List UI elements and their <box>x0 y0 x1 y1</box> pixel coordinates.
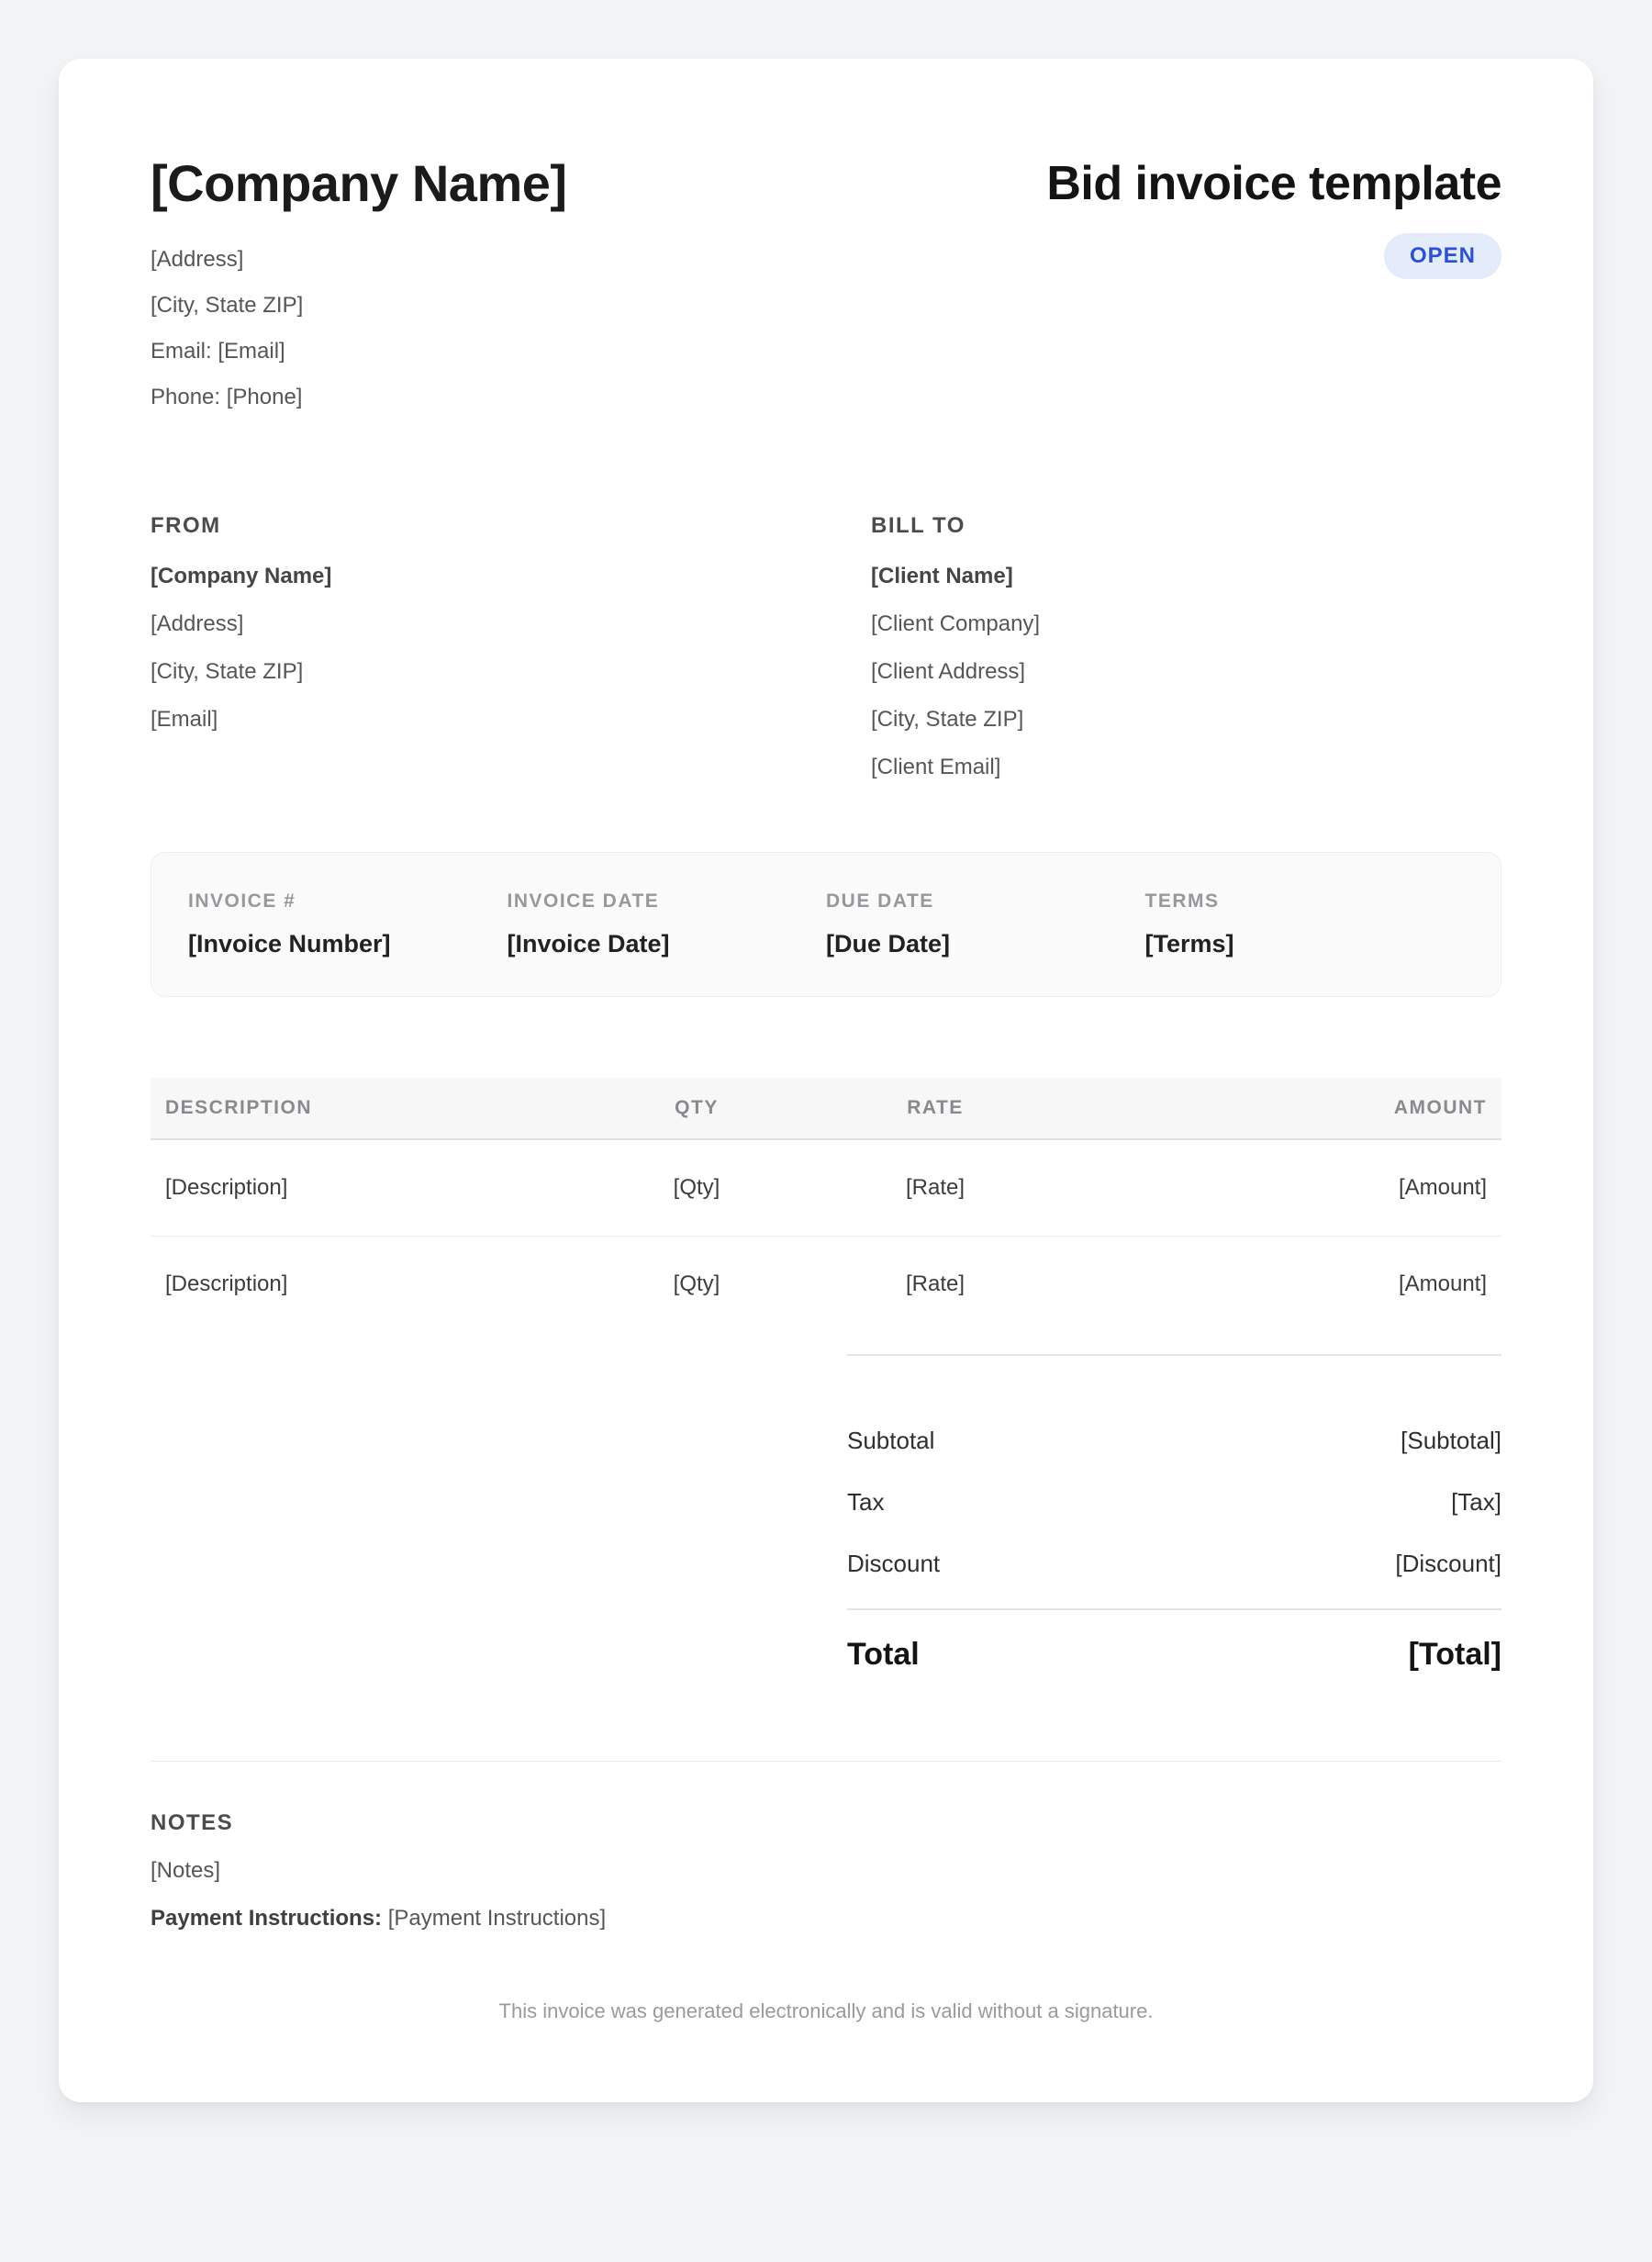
page-title: Bid invoice template <box>1046 157 1501 210</box>
cell-rate: [Rate] <box>905 1175 966 1200</box>
terms-label: TERMS <box>1144 890 1220 912</box>
discount-value: [Discount] <box>1395 1550 1501 1577</box>
invoice-number-value: [Invoice Number] <box>188 930 391 957</box>
subtotal-value: [Subtotal] <box>1401 1427 1501 1454</box>
status-badge[interactable]: OPEN <box>1384 233 1501 279</box>
invoice-date-label: INVOICE DATE <box>507 890 660 912</box>
invoice-date-field <box>508 890 827 959</box>
notes-divider <box>151 1761 1501 1762</box>
company-phone-line: Phone: [Phone] <box>151 385 303 409</box>
cell-description: [Description] <box>165 1175 288 1200</box>
notes-section <box>151 1809 1501 1932</box>
tax-row <box>847 1485 1501 1518</box>
payment-instructions-line <box>151 1905 1501 1932</box>
column-header-rate: RATE <box>907 1097 964 1118</box>
client-company: [Client Company] <box>871 611 1041 636</box>
cell-description: [Description] <box>165 1271 288 1296</box>
client-email: [Client Email] <box>871 755 1001 779</box>
cell-amount: [Amount] <box>1398 1175 1487 1200</box>
tax-value: [Tax] <box>1451 1488 1501 1516</box>
invoice-header <box>151 154 1501 420</box>
company-block <box>151 154 567 420</box>
from-section <box>151 512 871 791</box>
tax-label: Tax <box>847 1488 885 1516</box>
badge-row <box>1046 233 1501 279</box>
notes-label: NOTES <box>151 1810 234 1835</box>
payment-instructions-label: Payment Instructions: <box>151 1906 383 1931</box>
parties-section <box>151 512 1501 791</box>
from-company-name: [Company Name] <box>151 564 332 588</box>
bill-to-section <box>871 512 1501 791</box>
column-header-qty: QTY <box>675 1097 719 1118</box>
client-name: [Client Name] <box>871 564 1013 588</box>
invoice-number-label: INVOICE # <box>188 890 296 912</box>
company-city-line: [City, State ZIP] <box>151 293 304 318</box>
total-label: Total <box>847 1637 920 1672</box>
terms-value: [Terms] <box>1144 930 1234 957</box>
invoice-card <box>59 59 1593 2102</box>
from-city: [City, State ZIP] <box>151 659 304 684</box>
company-address-line: [Address] <box>151 247 244 272</box>
bill-to-label: BILL TO <box>871 513 966 538</box>
line-items-table <box>151 1078 1501 1332</box>
total-row <box>847 1634 1501 1674</box>
cell-qty: [Qty] <box>673 1175 720 1200</box>
table-row <box>151 1237 1501 1332</box>
cell-amount: [Amount] <box>1398 1271 1487 1296</box>
invoice-meta-bar <box>151 852 1501 997</box>
terms-field <box>1145 890 1465 959</box>
subtotal-row <box>847 1424 1501 1457</box>
discount-row <box>847 1547 1501 1580</box>
company-contact <box>151 237 567 420</box>
totals-divider <box>847 1608 1501 1610</box>
table-row <box>151 1140 1501 1237</box>
column-header-amount: AMOUNT <box>1393 1097 1487 1118</box>
notes-body: [Notes] <box>151 1858 221 1883</box>
company-email-line: Email: [Email] <box>151 339 285 364</box>
due-date-label: DUE DATE <box>826 890 934 912</box>
totals-section <box>847 1354 1501 1674</box>
cell-qty: [Qty] <box>673 1271 720 1296</box>
invoice-number-field <box>188 890 508 959</box>
page-background <box>0 59 1652 2102</box>
table-header-row <box>151 1078 1501 1140</box>
discount-label: Discount <box>847 1550 941 1577</box>
due-date-value: [Due Date] <box>826 930 951 957</box>
company-name: [Company Name] <box>151 154 567 212</box>
client-city: [City, State ZIP] <box>871 707 1024 732</box>
invoice-date-value: [Invoice Date] <box>507 930 670 957</box>
template-title-block <box>1046 154 1501 279</box>
from-address: [Address] <box>151 611 244 636</box>
cell-rate: [Rate] <box>905 1271 966 1296</box>
from-email: [Email] <box>151 707 218 732</box>
footer-disclaimer: This invoice was generated electronically and is valid without a signature. <box>498 1999 1154 2022</box>
client-address: [Client Address] <box>871 659 1026 684</box>
payment-instructions-value: [Payment Instructions] <box>387 1906 607 1931</box>
total-value: [Total] <box>1408 1637 1501 1672</box>
column-header-description: DESCRIPTION <box>165 1097 313 1118</box>
subtotal-label: Subtotal <box>847 1427 935 1454</box>
due-date-field <box>826 890 1145 959</box>
from-label: FROM <box>151 513 221 538</box>
